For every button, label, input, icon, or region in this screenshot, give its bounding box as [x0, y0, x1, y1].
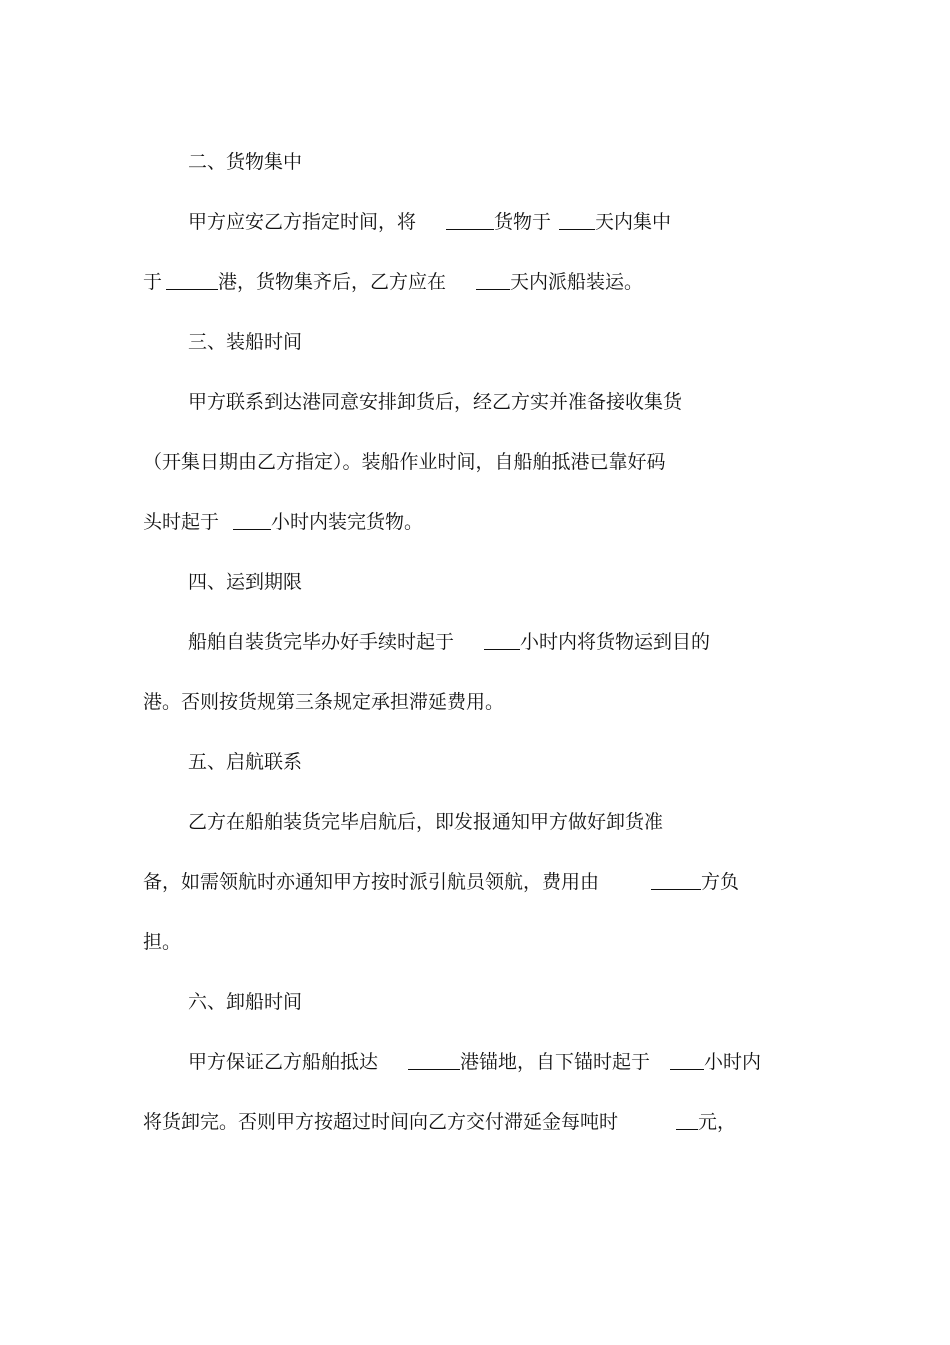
section-4-paragraph-line-1: 船舶自装货完毕办好手续时起于 小时内将货物运到目的 — [188, 631, 711, 653]
section-2-heading: 二、货物集中 — [188, 151, 303, 173]
blank-days-ship — [476, 271, 510, 290]
section-2-paragraph-line-1: 甲方应安乙方指定时间，将 货物于 天内集中 — [188, 211, 672, 233]
section-6-paragraph-line-2: 将货卸完。否则甲方按超过时间向乙方交付滞延金每吨时 元， — [143, 1111, 737, 1133]
section-3-heading: 三、装船时间 — [188, 331, 303, 353]
section-3-paragraph-line-3: 头时起于 小时内装完货物。 — [143, 511, 424, 533]
blank-fee-party — [651, 871, 701, 890]
section-6-paragraph-line-1: 甲方保证乙方船舶抵达 港锚地，自下锚时起于 小时内 — [188, 1051, 762, 1073]
section-5-heading: 五、启航联系 — [188, 751, 303, 773]
section-6-heading: 六、卸船时间 — [188, 991, 303, 1013]
blank-hours-load — [233, 511, 271, 530]
blank-arrival-port — [408, 1051, 460, 1070]
section-5-paragraph-line-1: 乙方在船舶装货完毕启航后，即发报通知甲方做好卸货准 — [188, 811, 664, 833]
section-3-paragraph-line-2: （开集日期由乙方指定）。装船作业时间，自船舶抵港已靠好码 — [143, 451, 666, 473]
blank-port — [166, 271, 218, 290]
section-3-paragraph-line-1: 甲方联系到达港同意安排卸货后，经乙方实并准备接收集货 — [188, 391, 683, 413]
blank-hours-unload — [670, 1051, 704, 1070]
section-4-heading: 四、运到期限 — [188, 571, 303, 593]
section-4-paragraph-line-2: 港。否则按货规第三条规定承担滞延费用。 — [143, 691, 505, 713]
section-5-paragraph-line-3: 担。 — [143, 931, 182, 953]
section-2-paragraph-line-2: 于 港，货物集齐后，乙方应在 天内派船装运。 — [143, 271, 644, 293]
blank-hours-transport — [484, 631, 520, 650]
blank-goods — [446, 211, 494, 230]
blank-days-gather — [559, 211, 595, 230]
section-5-paragraph-line-2: 备，如需领航时亦通知甲方按时派引航员领航，费用由 方负 — [143, 871, 740, 893]
blank-demurrage-amount — [676, 1111, 698, 1130]
